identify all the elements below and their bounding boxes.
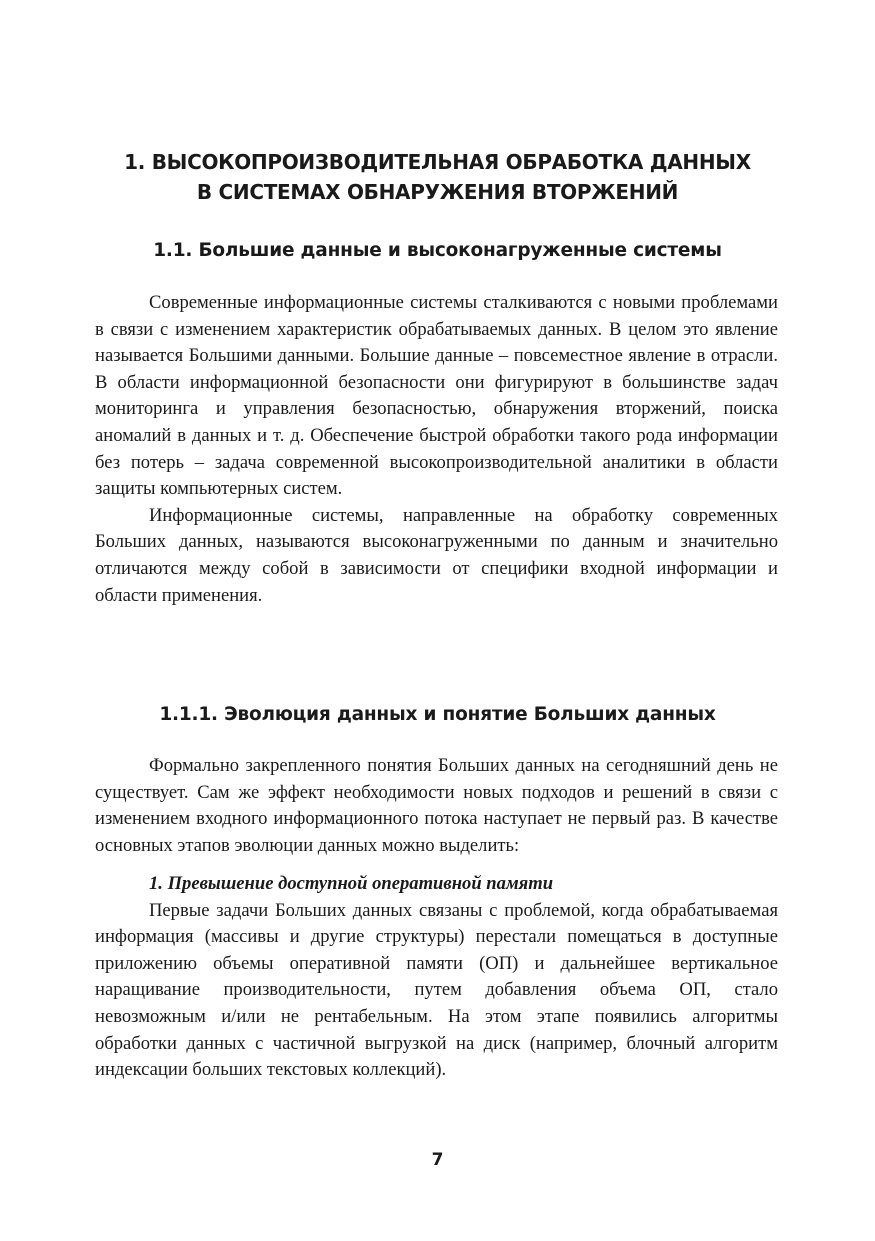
stage-1-heading: 1. Превышение доступной оперативной памяти xyxy=(149,873,554,894)
subsection-title: 1.1.1. Эволюция данных и понятие Больших данных xyxy=(159,704,716,725)
section-paragraph-1: Современные информационные системы сталкиваются с новыми проблемами в связи с изменением характеристик обрабатываемых данных. В целом это явление называется Большими данными. Большие данные – повсеместное явление в отрасли. В области информационной безопасности они фигурируют в большинстве задач мониторинга и управления безопасностью, обнаружения вторжений, поиска аномалий в данных и т. д. Обеспечение быстрой обработки такого рода информации без потерь – задача современной высокопроизводительной аналитики в области защиты компьютерных систем. xyxy=(95,292,778,500)
chapter-title-line-2: В СИСТЕМАХ ОБНАРУЖЕНИЯ ВТОРЖЕНИЙ xyxy=(196,180,679,204)
page-number: 7 xyxy=(431,1150,444,1170)
chapter-title xyxy=(80,147,795,207)
subsection-intro-block xyxy=(95,753,778,859)
section-body xyxy=(95,290,778,609)
subsection-intro-paragraph: Формально закрепленного понятия Больших данных на сегодняшний день не существует. Сам же эффект необходимости новых подходов и решений в связи с изменением входного информационного потока наступает не первый раз. В качестве основных этапов эволюции данных можно выделить: xyxy=(95,755,778,856)
stage-1-block xyxy=(95,871,778,1084)
section-title: 1.1. Большие данные и высоконагруженные системы xyxy=(153,240,722,261)
section-paragraph-2: Информационные системы, направленные на обработку современных Больших данных, называются высоконагруженными по данным и значительно отличаются между собой в зависимости от специфики входной информации и области применения. xyxy=(95,504,778,606)
stage-1-paragraph: Первые задачи Больших данных связаны с проблемой, когда обрабатываемая информация (массивы и другие структуры) перестали помещаться в доступные приложению объемы оперативной памяти (ОП) и дальнейшее вертикальное наращивание производительности, путем добавления объема ОП, стало невозможным и/или не рентабельным. На этом этапе появились алгоритмы обработки данных с частичной выгрузкой на диск (например, блочный алгоритм индексации больших текстовых коллекций). xyxy=(95,899,778,1081)
chapter-title-line-1: 1. ВЫСОКОПРОИЗВОДИТЕЛЬНАЯ ОБРАБОТКА ДАННЫХ xyxy=(124,150,751,174)
